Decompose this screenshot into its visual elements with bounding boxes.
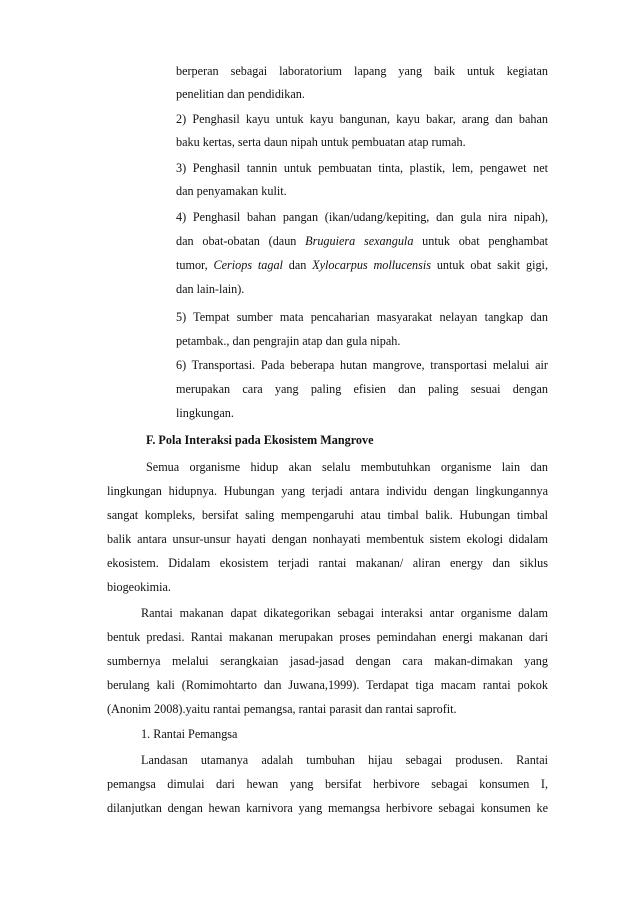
list-item-3-line-1: 3) Penghasil tannin untuk pembuatan tinta, plastik, lem, pengawet net [176, 161, 548, 175]
paragraph-1-line-3: sangat kompleks, bersifat saling mempengaruhi atau timbal balik. Hubungan timbal [107, 508, 548, 522]
paragraph-1-line-6: biogeokimia. [107, 580, 171, 594]
list-item-5-line-1: 5) Tempat sumber mata pencaharian masyarakat nelayan tangkap dan [176, 310, 548, 324]
list-item-5-line-2: petambak., dan pengrajin atap dan gula nipah. [176, 334, 401, 348]
paragraph-2-line-2: bentuk predasi. Rantai makanan merupakan proses pemindahan energi makanan dari [107, 630, 548, 644]
text-run: untuk obat penghambat [413, 234, 548, 248]
paragraph-3-line-3: dilanjutkan dengan hewan karnivora yang memangsa herbivore sebagai konsumen ke [107, 801, 548, 815]
list-item-2-line-2: baku kertas, serta daun nipah untuk pembuatan atap rumah. [176, 135, 466, 149]
list-item-4-line-4: dan lain-lain). [176, 282, 245, 296]
paragraph-2-line-3: sumbernya melalui serangkaian jasad-jasad dengan cara makan-dimakan yang [107, 654, 548, 668]
paragraph-3-line-2: pemangsa dimulai dari hewan yang bersifat herbivore sebagai konsumen I, [107, 777, 548, 791]
list-item-0-line-2: penelitian dan pendidikan. [176, 87, 305, 101]
list-item-6-line-1: 6) Transportasi. Pada beberapa hutan mangrove, transportasi melalui air [176, 358, 548, 372]
list-item-6-line-3: lingkungan. [176, 406, 234, 420]
list-item-3-line-2: dan penyamakan kulit. [176, 184, 287, 198]
paragraph-2-line-1: Rantai makanan dapat dikategorikan sebagai interaksi antar organisme dalam [141, 606, 548, 620]
paragraph-1-line-1: Semua organisme hidup akan selalu membutuhkan organisme lain dan [146, 460, 548, 474]
text-run: untuk obat sakit gigi, [431, 258, 548, 272]
list-item-4-line-3 [176, 257, 548, 273]
text-run: dan [282, 258, 313, 272]
text-run: dan obat-obatan (daun [176, 234, 306, 248]
text-run: tumor, [176, 258, 214, 272]
paragraph-2-line-5: (Anonim 2008).yaitu rantai pemangsa, rantai parasit dan rantai saprofit. [107, 702, 457, 716]
subsection-title: 1. Rantai Pemangsa [141, 727, 238, 741]
paragraph-3-line-1: Landasan utamanya adalah tumbuhan hijau sebagai produsen. Rantai [141, 753, 548, 767]
list-item-4-line-1: 4) Penghasil bahan pangan (ikan/udang/kepiting, dan gula nira nipah), [176, 210, 548, 224]
section-heading: F. Pola Interaksi pada Ekosistem Mangrove [146, 433, 374, 447]
paragraph-2-line-4: berulang kali (Romimohtarto dan Juwana,1999). Terdapat tiga macam rantai pokok [107, 678, 548, 692]
paragraph-1-line-4: balik antara unsur-unsur hayati dengan nonhayati membentuk sistem ekologi didalam [107, 532, 548, 546]
species-name: Xylocarpus mollucensis [312, 258, 432, 272]
paragraph-1-line-5: ekosistem. Didalam ekosistem terjadi rantai makanan/ aliran energy dan siklus [107, 556, 548, 570]
species-name: Bruguiera sexangula [305, 234, 414, 248]
list-item-2-line-1: 2) Penghasil kayu untuk kayu bangunan, kayu bakar, arang dan bahan [176, 112, 548, 126]
paragraph-1-line-2: lingkungan hidupnya. Hubungan yang terjadi antara individu dengan lingkungannya [107, 484, 548, 498]
list-item-6-line-2: merupakan cara yang paling efisien dan paling sesuai dengan [176, 382, 548, 396]
list-item-0-line-1: berperan sebagai laboratorium lapang yang baik untuk kegiatan [176, 64, 548, 78]
list-item-4-line-2 [176, 233, 548, 249]
species-name: Ceriops tagal [213, 258, 283, 272]
